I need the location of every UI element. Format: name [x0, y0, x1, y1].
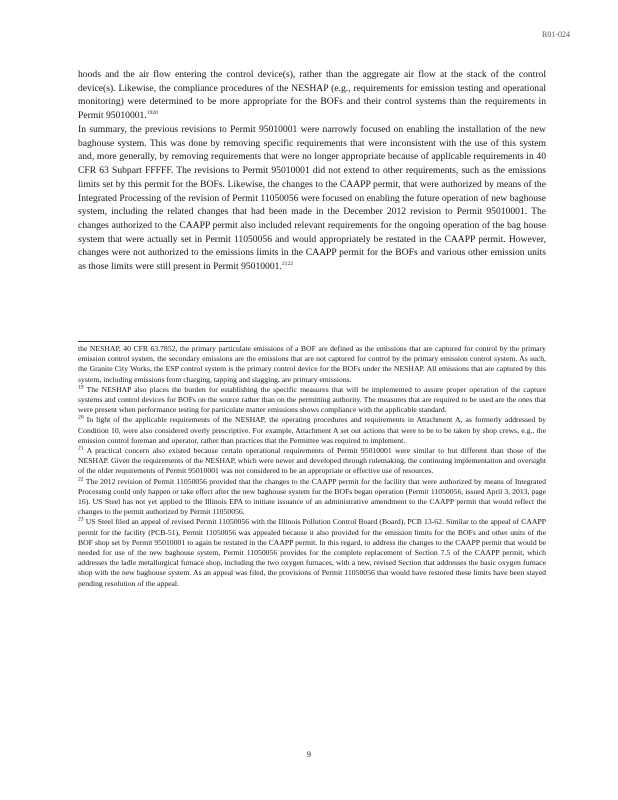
body-paragraph-1	[78, 68, 546, 123]
footnote-number: 20	[78, 414, 84, 421]
footnote-number: 23	[78, 516, 84, 523]
footnote	[78, 517, 546, 588]
footnote	[78, 446, 546, 477]
footnote-text: In light of the applicable requirements of the NESHAP, the operating procedures and requirements in Attachment A, as formerly addressed by Condition 10, were also considered overly prescriptive. For example, Attachment A set out actions that were to be to be taken by shop crews, e.g., the emission control foreman and operator, rather than practices that the Permittee was required to implement.	[78, 415, 547, 445]
footnote-number: 19	[78, 384, 84, 391]
body-paragraph-2	[78, 123, 546, 274]
footnote-text: A practical concern also existed because certain operational requirements of Permit 95010001 were similar to but different than those of the NESHAP. Given the requirements of the NESHAP, which were newer and developed through rulemaking, the continuing implementation and oversight of the older requirements of Permit 95010001 was not considered to be an appropriate or effective use of resources.	[78, 446, 546, 476]
footnote	[78, 344, 546, 385]
paragraph-text: hoods and the air flow entering the control device(s), rather than the aggregate air flow at the stack of the control device(s). Likewise, the compliance procedures of the NESHAP (e.g., requirements for emission testing and operational monitoring) were determined to be more appropriate for the BOFs and their control systems than the requirements in Permit 95010001.	[78, 69, 546, 122]
paragraph-text: In summary, the previous revisions to Permit 95010001 were narrowly focused on enabling the installation of the new baghouse system. This was done by removing specific requirements that were inconsistent with the use of this system and, more generally, by removing requirements that were no longer appropriate because of applicable requirements in 40 CFR 63 Subpart FFFFF. The revisions to Permit 95010001 did not extend to other requirements, such as the emissions limits set by this permit for the BOFs. Likewise, the changes to the CAAPP permit, that were authorized by means of the Integrated Processing of the revision of Permit 11050056 were focused on enabling the future operation of new baghouse system, including the related changes that had been made in the December 2012 revision to Permit 95010001. The changes authorized to the CAAPP permit also included relevant requirements for the ongoing operation of the bag house system that were actually set in Permit 11050056 and would appropriately be restated in the CAAPP permit. However, changes were not authorized to the emissions limits in the CAAPP permit for the BOFs and various other emission units as those limits were still present in Permit 95010001.	[78, 124, 546, 273]
footnote-text: US Steel filed an appeal of revised Permit 11050056 with the Illinois Pollution Control Board (Board), PCB 13-62. Similar to the appeal of CAAPP permit for the facility (PCB-51), Permit 11050056 was appealed because it also provided for the emission limits for the BOFs and other units of the BOF shop set by Permit 95010001 to again be restated in the CAAPP permit. In this regard, to address the changes to the CAAPP permit that would be needed for use of the new baghouse system, Permit 11050056 provides for the complete replacement of Section 7.5 of the CAAPP permit, which addresses the ladle metallurgical furnace shop, including the two oxygen furnaces, with a new, revised Section that addresses the basic oxygen furnace shop with the new baghouse system. As an appeal was filed, the provisions of Permit 11050056 that would have restored these limits have been stayed pending resolution of the appeal.	[78, 517, 547, 588]
footnote-text: The NESHAP also places the burden for establishing the specific measures that will be implemented to assure proper operation of the capture systems and control devices for BOFs on the source rather than on the permitting authority. The measures that are required to be used are the ones that were present when performance testing for particulate matter emissions shows compliance with the applicable standard.	[78, 384, 546, 415]
footnote	[78, 415, 546, 446]
footnotes-section	[78, 344, 546, 589]
footnote-ref: 19	[146, 109, 153, 116]
footnote-text: the NESHAP, 40 CFR 63.7852, the primary particulate emissions of a BOF are defined as the emissions that are captured for control by the primary emission control system, the secondary emissions are the emissions that are not captured for control by the primary emission control system. As such, the Granite City Works, the ESP control system is the primary control device for the BOFs under the NESHAP. All emissions that are captured by this system, including emissions from charging, tapping and slagging, are primary emissions.	[78, 344, 546, 384]
footnote	[78, 477, 546, 518]
page-number: 9	[307, 750, 311, 759]
footnote-ref: 20	[152, 109, 158, 116]
footnote-separator	[78, 341, 240, 342]
footnote-number: 21	[78, 445, 84, 452]
document-id: R01-024	[542, 30, 570, 39]
footnote-ref: 21	[281, 260, 288, 267]
footnote	[78, 385, 546, 416]
footnote-ref: 22	[287, 260, 294, 267]
footnote-number: 22	[78, 476, 84, 483]
footnote-text: The 2012 revision of Permit 11050056 provided that the changes to the CAAPP permit for the facility that were authorized by means of Integrated Processing could only happen or take effect after the new baghouse system for the BOFs began operation (Permit 11050056, issued April 3, 2013, page 16). US Steel has not yet applied to the Illinois EPA to initiate issuance of an administrative amendment to the CAAPP permit that would reflect the changes to the permit authorized by Permit 11050056.	[78, 476, 546, 517]
